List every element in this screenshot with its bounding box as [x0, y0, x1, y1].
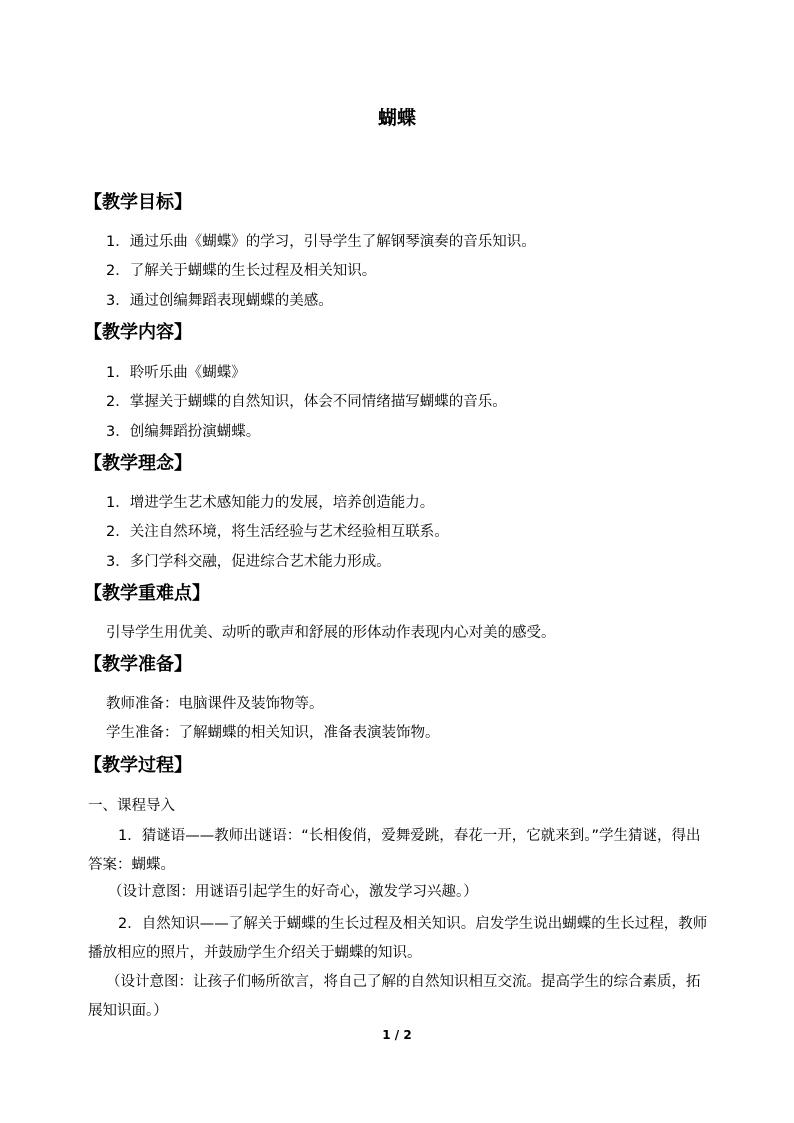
section-heading-philosophy: 【教学理念】 — [84, 453, 192, 474]
content-item-2: 2．掌握关于蝴蝶的自然知识，体会不同情绪描写蝴蝶的音乐。 — [106, 394, 507, 410]
philosophy-item-2: 2．关注自然环境，将生活经验与艺术经验相互联系。 — [106, 524, 449, 540]
content-item-3: 3．创编舞蹈扮演蝴蝶。 — [106, 424, 261, 440]
goal-item-3: 3．通过创编舞蹈表现蝴蝶的美感。 — [106, 293, 333, 309]
process-paragraph-nature: 2．自然知识——了解关于蝴蝶的生长过程及相关知识。启发学生说出蝴蝶的生长过程，教师播放相应的照片，并鼓励学生介绍关于蝴蝶的知识。 — [88, 916, 708, 961]
philosophy-item-1: 1．增进学生艺术感知能力的发展，培养创造能力。 — [106, 495, 435, 511]
process-paragraph-riddle: 1．猜谜语——教师出谜语：“长相俊俏，爱舞爱跳，春花一开，它就来到。”学生猜谜，得出答案：蝴蝶。 — [88, 828, 701, 873]
page-number: 1 / 2 — [382, 1028, 412, 1042]
document-title: 蝴蝶 — [377, 107, 416, 129]
goal-item-1: 1．通过乐曲《蝴蝶》的学习，引导学生了解钢琴演奏的音乐知识。 — [106, 234, 536, 250]
section-heading-process: 【教学过程】 — [84, 755, 192, 776]
section-heading-key-points: 【教学重难点】 — [84, 583, 210, 604]
process-note-nature: （设计意图：让孩子们畅所欲言，将自己了解的自然知识相互交流。提高学生的综合素质，拓展知识面。） — [88, 974, 701, 1019]
student-preparation: 学生准备：了解蝴蝶的相关知识，准备表演装饰物。 — [106, 725, 440, 741]
content-item-1: 1．聆听乐曲《蝴蝶》 — [106, 365, 246, 381]
philosophy-item-3: 3．多门学科交融，促进综合艺术能力形成。 — [106, 554, 391, 570]
goal-item-2: 2．了解关于蝴蝶的生长过程及相关知识。 — [106, 263, 377, 279]
section-heading-preparation: 【教学准备】 — [84, 654, 192, 675]
process-subheading: 一、课程导入 — [88, 798, 175, 814]
process-note-riddle: （设计意图：用谜语引起学生的好奇心，激发学习兴趣。） — [108, 884, 478, 900]
section-heading-content: 【教学内容】 — [84, 322, 192, 343]
teacher-preparation: 教师准备：电脑课件及装饰物等。 — [106, 696, 324, 712]
section-heading-goals: 【教学目标】 — [84, 192, 192, 213]
key-points-text: 引导学生用优美、动听的歌声和舒展的形体动作表现内心对美的感受。 — [106, 625, 556, 641]
